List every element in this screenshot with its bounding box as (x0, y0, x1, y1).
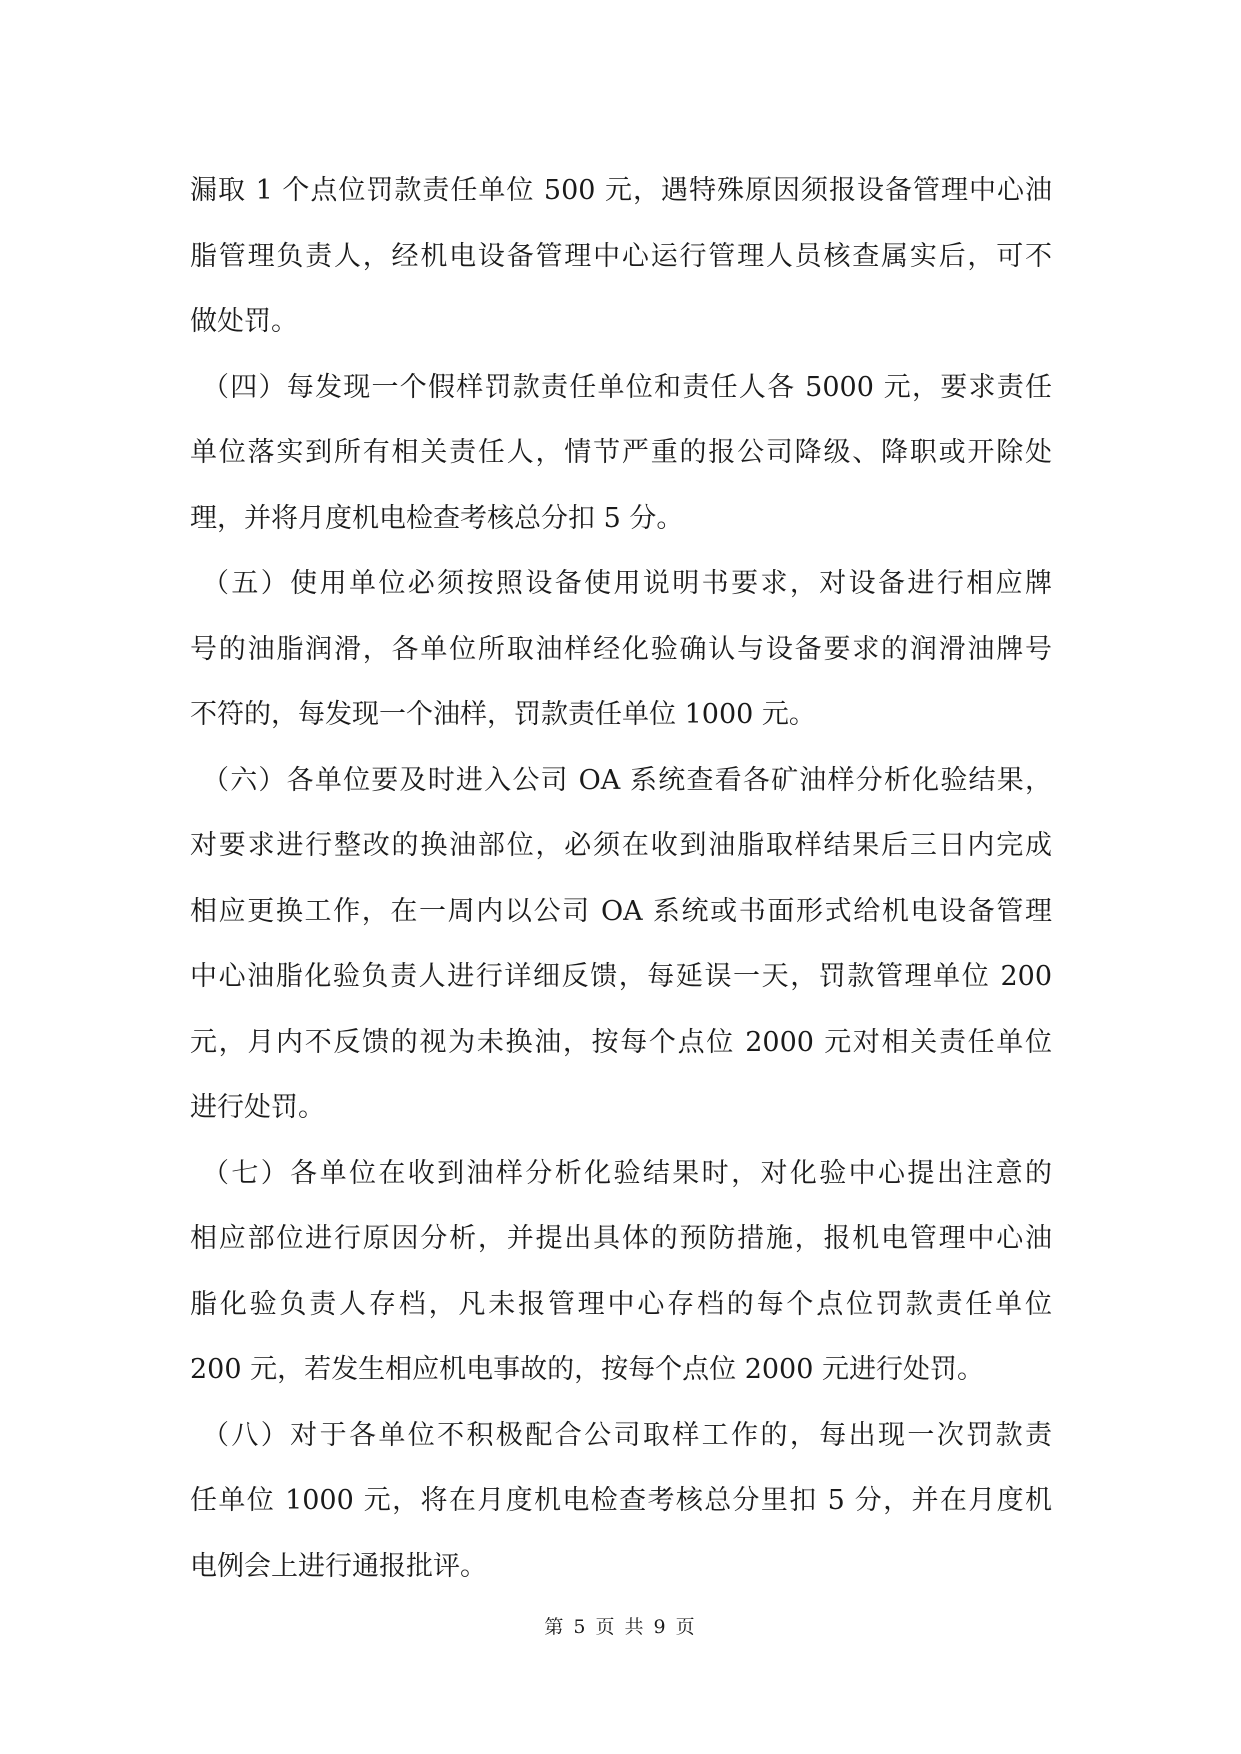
text-line: （八）对于各单位不积极配合公司取样工作的，每出现一次罚款责 (202, 1419, 1052, 1451)
text-line: 号的油脂润滑，各单位所取油样经化验确认与设备要求的润滑油牌号 (190, 633, 1052, 665)
text-line: 做处罚。 (190, 306, 298, 337)
paragraph-continuation (190, 158, 1052, 355)
paragraph-item-7 (190, 1141, 1052, 1403)
text-line: 对要求进行整改的换油部位，必须在收到油脂取样结果后三日内完成 (190, 830, 1052, 861)
text-line: 相应更换工作，在一周内以公司 OA 系统或书面形式给机电设备管理 (190, 895, 1052, 927)
text-line: （五）使用单位必须按照设备使用说明书要求，对设备进行相应牌 (202, 568, 1052, 599)
text-line: （四）每发现一个假样罚款责任单位和责任人各 5000 元，要求责任 (202, 371, 1052, 403)
text-line: 电例会上进行通报批评。 (190, 1550, 487, 1582)
text-line: 中心油脂化验负责人进行详细反馈，每延误一天，罚款管理单位 200 (190, 961, 1052, 992)
paragraph-item-8 (190, 1403, 1052, 1600)
text-line: （七）各单位在收到油样分析化验结果时，对化验中心提出注意的 (202, 1157, 1052, 1189)
text-line: 任单位 1000 元，将在月度机电检查考核总分里扣 5 分，并在月度机 (190, 1485, 1052, 1516)
text-line: 脂化验负责人存档，凡未报管理中心存档的每个点位罚款责任单位 (190, 1288, 1052, 1320)
text-line: 元，月内不反馈的视为未换油，按每个点位 2000 元对相关责任单位 (190, 1026, 1052, 1058)
text-line: 理，并将月度机电检查考核总分扣 5 分。 (190, 502, 684, 534)
text-line: （六）各单位要及时进入公司 OA 系统查看各矿油样分析化验结果， (202, 764, 1052, 796)
page-number-footer: 第 5 页 共 9 页 (544, 1616, 697, 1638)
text-line: 相应部位进行原因分析，并提出具体的预防措施，报机电管理中心油 (190, 1223, 1052, 1254)
text-line: 进行处罚。 (190, 1092, 325, 1123)
paragraph-item-5 (190, 551, 1052, 748)
text-line: 200 元，若发生相应机电事故的，按每个点位 2000 元进行处罚。 (190, 1354, 984, 1385)
text-line: 单位落实到所有相关责任人，情节严重的报公司降级、降职或开除处 (190, 437, 1052, 468)
text-line: 漏取 1 个点位罚款责任单位 500 元，遇特殊原因须报设备管理中心油 (190, 175, 1052, 206)
text-line: 不符的，每发现一个油样，罚款责任单位 1000 元。 (190, 699, 816, 730)
paragraph-item-4 (190, 355, 1052, 552)
paragraph-item-6 (190, 748, 1052, 1141)
text-line: 脂管理负责人，经机电设备管理中心运行管理人员核查属实后，可不 (190, 240, 1052, 272)
document-body (190, 158, 1052, 1599)
